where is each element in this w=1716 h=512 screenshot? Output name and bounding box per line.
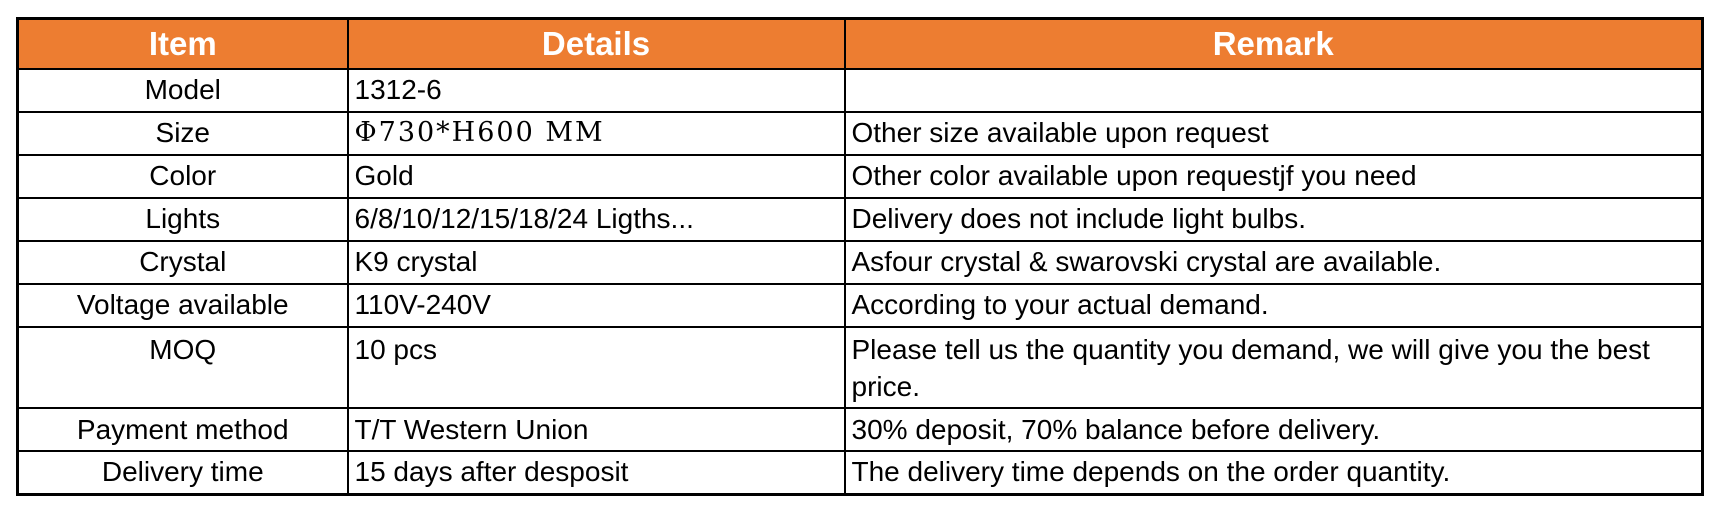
item-cell: Color <box>18 155 348 198</box>
remark-cell: Other size available upon request <box>845 112 1703 155</box>
details-cell: 110V-240V <box>348 284 845 327</box>
spec-table-body <box>18 69 1703 495</box>
spec-row <box>18 198 1703 241</box>
details-cell: 15 days after desposit <box>348 451 845 494</box>
product-spec-table <box>16 17 1704 496</box>
item-cell: Payment method <box>18 408 348 451</box>
spec-row <box>18 155 1703 198</box>
details-cell: Φ730*H600 MM <box>348 112 845 155</box>
spec-table-header <box>18 19 1703 69</box>
remark-cell: The delivery time depends on the order quantity. <box>845 451 1703 494</box>
details-cell: 6/8/10/12/15/18/24 Ligths... <box>348 198 845 241</box>
remark-cell: Asfour crystal & swarovski crystal are available. <box>845 241 1703 284</box>
remark-cell: Please tell us the quantity you demand, we will give you the best price. <box>845 327 1703 409</box>
spec-row <box>18 241 1703 284</box>
item-cell: Crystal <box>18 241 348 284</box>
spec-row <box>18 284 1703 327</box>
item-cell: Model <box>18 69 348 112</box>
details-cell: 1312-6 <box>348 69 845 112</box>
spec-row <box>18 112 1703 155</box>
details-cell: T/T Western Union <box>348 408 845 451</box>
header-row <box>18 19 1703 69</box>
spec-row <box>18 408 1703 451</box>
remark-cell <box>845 69 1703 112</box>
spec-row <box>18 327 1703 409</box>
remark-cell: Delivery does not include light bulbs. <box>845 198 1703 241</box>
details-cell: Gold <box>348 155 845 198</box>
remark-cell: Other color available upon requestjf you need <box>845 155 1703 198</box>
remark-cell: 30% deposit, 70% balance before delivery. <box>845 408 1703 451</box>
item-cell: Lights <box>18 198 348 241</box>
item-cell: Delivery time <box>18 451 348 494</box>
details-cell: K9 crystal <box>348 241 845 284</box>
header-details: Details <box>348 19 845 69</box>
item-cell: Voltage available <box>18 284 348 327</box>
spec-row <box>18 451 1703 494</box>
item-cell: MOQ <box>18 327 348 409</box>
item-cell: Size <box>18 112 348 155</box>
remark-cell: According to your actual demand. <box>845 284 1703 327</box>
details-cell: 10 pcs <box>348 327 845 409</box>
header-remark: Remark <box>845 19 1703 69</box>
header-item: Item <box>18 19 348 69</box>
spec-row <box>18 69 1703 112</box>
